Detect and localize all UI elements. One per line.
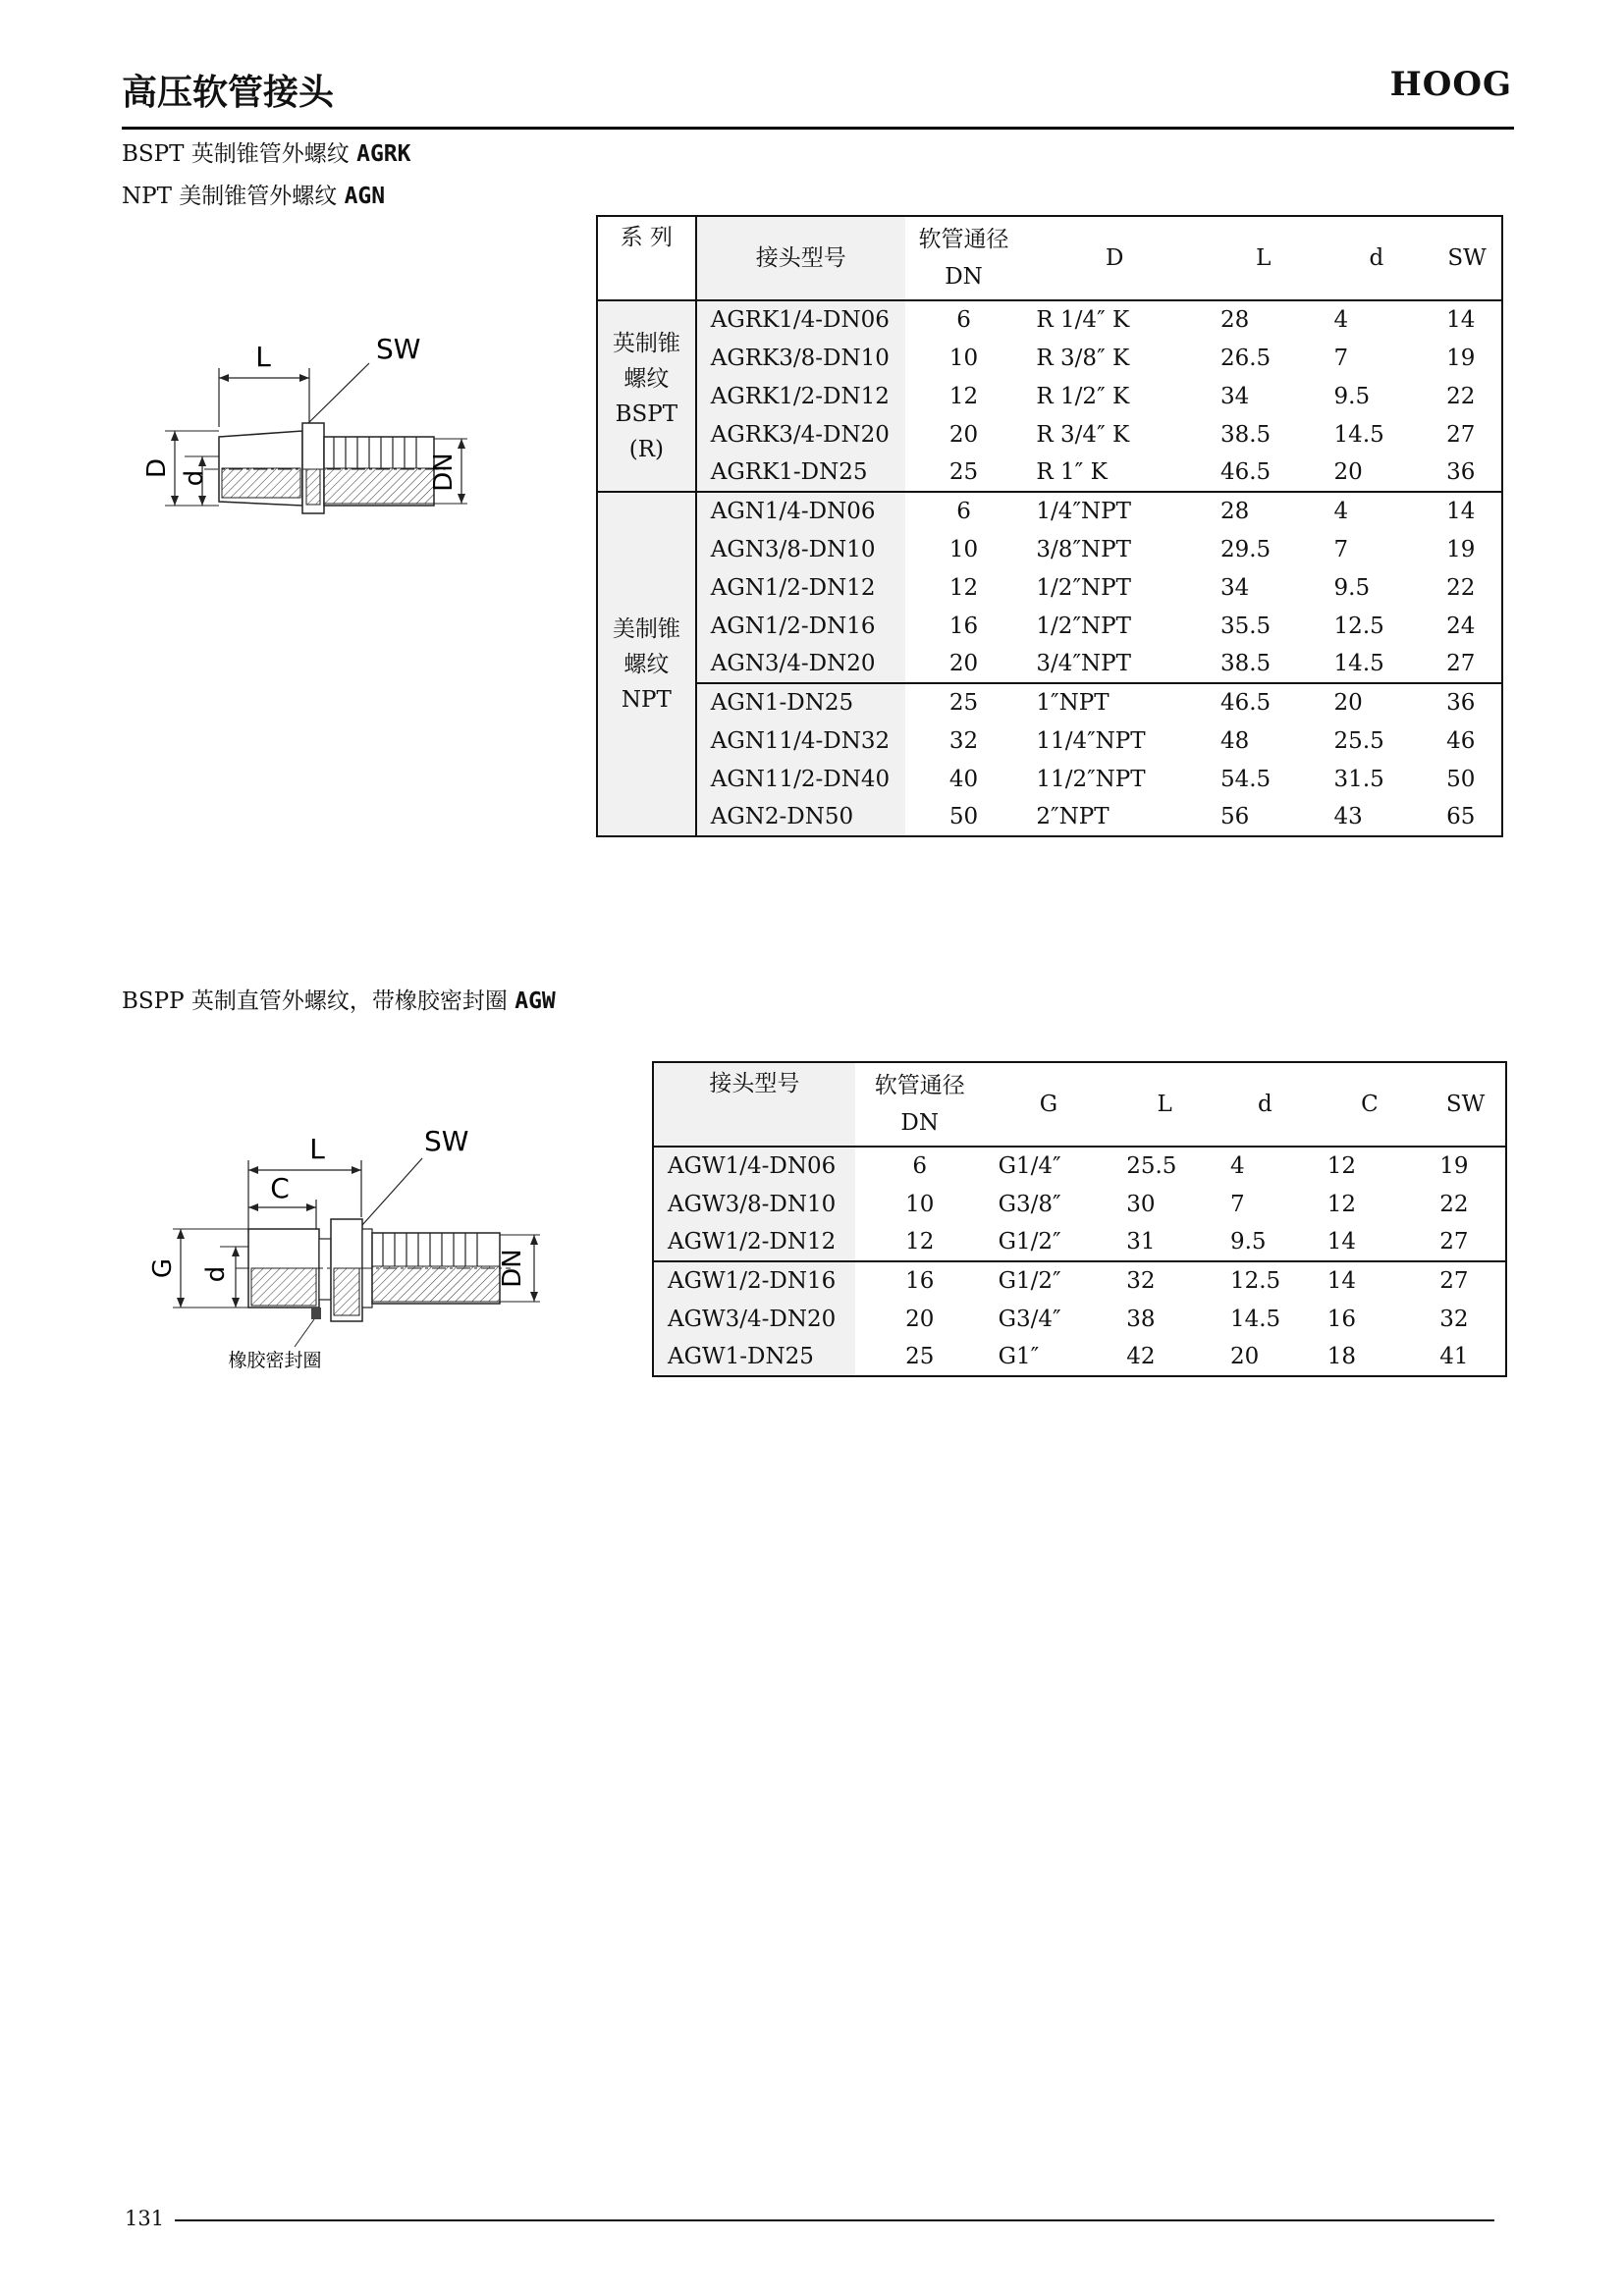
- intro-line-bspt: [122, 135, 411, 168]
- table-row: [653, 1223, 1506, 1261]
- cell-d: 31.5: [1333, 766, 1384, 792]
- table-row: [597, 339, 1502, 377]
- cell-dn: 10: [905, 1191, 935, 1217]
- cell-d: 7: [1333, 536, 1349, 562]
- cell-SW: 27: [1439, 1229, 1469, 1255]
- intro-text: BSPT 英制锥管外螺纹: [122, 141, 350, 167]
- col-d: d: [1321, 216, 1434, 300]
- cell-dn: 25: [905, 1344, 935, 1369]
- col-dn-bottom: DN: [900, 1110, 939, 1136]
- cell-C: 14: [1326, 1229, 1356, 1255]
- cell-d: 7: [1333, 345, 1349, 371]
- table-row: [597, 300, 1502, 339]
- cell-dn: 32: [948, 727, 979, 754]
- cell-d: 20: [1333, 459, 1363, 485]
- cell-L: 42: [1126, 1344, 1156, 1369]
- table-row: [653, 1300, 1506, 1338]
- cell-model: AGRK1/2-DN12: [696, 377, 905, 415]
- col-dn: [855, 1062, 985, 1147]
- cell-SW: 46: [1446, 727, 1476, 754]
- cell-model: AGRK1/4-DN06: [696, 300, 905, 339]
- cell-d: 20: [1321, 683, 1434, 721]
- intro-code: AGRK: [356, 141, 411, 167]
- col-C: C: [1314, 1062, 1427, 1147]
- dim-SW-label: SW: [376, 333, 421, 365]
- cell-SW: 41: [1439, 1344, 1469, 1369]
- col-G: G: [985, 1062, 1113, 1147]
- page-number: 131: [125, 2207, 165, 2230]
- cell-model: AGRK3/8-DN10: [696, 339, 905, 377]
- col-d: d: [1217, 1062, 1314, 1147]
- cell-D: 1/2″NPT: [1036, 613, 1131, 639]
- table-row: [597, 454, 1502, 492]
- cell-D: R 3/8″ K: [1036, 345, 1130, 371]
- cell-dn: 40: [948, 766, 979, 792]
- table-row: [597, 530, 1502, 568]
- cell-dn: 12: [905, 1229, 935, 1255]
- cell-D: 2″NPT: [1036, 804, 1110, 829]
- col-dn-bottom: DN: [945, 264, 983, 290]
- cell-SW: 24: [1446, 613, 1476, 639]
- section-text: BSPP 英制直管外螺纹，带橡胶密封圈: [122, 988, 508, 1014]
- table-row: [653, 1338, 1506, 1376]
- cell-C: 12: [1326, 1191, 1356, 1217]
- table-row: [597, 760, 1502, 798]
- cell-L: 26.5: [1219, 345, 1272, 371]
- col-SW: SW: [1426, 1062, 1506, 1147]
- table-row: [597, 645, 1502, 683]
- cell-model: AGN11/4-DN32: [696, 721, 905, 760]
- cell-SW: 27: [1446, 421, 1476, 448]
- col-series: 系 列: [597, 216, 696, 300]
- dim-D-label: D: [142, 457, 172, 479]
- cell-D: 1/2″NPT: [1036, 574, 1131, 601]
- cell-D: R 1/4″ K: [1036, 307, 1130, 333]
- dim-d-label: d: [180, 469, 209, 487]
- dim-L-label: L: [309, 1133, 325, 1165]
- cell-L: 28: [1219, 307, 1250, 333]
- cell-SW: 27: [1446, 651, 1476, 676]
- col-L: L: [1112, 1062, 1217, 1147]
- cell-d: 14.5: [1333, 651, 1384, 676]
- series-label-line: (R): [628, 436, 665, 462]
- col-SW: SW: [1433, 216, 1502, 300]
- col-dn-top: 软管通径: [918, 227, 1009, 252]
- dim-SW-label: SW: [424, 1125, 469, 1157]
- series-label-line: 螺纹: [623, 651, 670, 677]
- cell-d: 12.5: [1333, 613, 1384, 639]
- cell-d: 4: [1229, 1153, 1245, 1179]
- series-label-line: BSPT: [615, 400, 678, 427]
- cell-dn: 10: [948, 345, 979, 371]
- cell-G: G1/2″: [998, 1229, 1061, 1255]
- cell-d: 4: [1321, 492, 1434, 530]
- cell-model: AGW3/4-DN20: [653, 1300, 855, 1338]
- cell-dn: 16: [855, 1261, 985, 1300]
- intro-line-npt: [122, 178, 385, 210]
- cell-dn: 6: [956, 307, 971, 333]
- intro-text: NPT 美制锥管外螺纹: [122, 184, 338, 209]
- cell-SW: 27: [1426, 1261, 1506, 1300]
- table-row: [597, 607, 1502, 645]
- cell-G: G1/4″: [998, 1153, 1061, 1179]
- cell-D: R 1/2″ K: [1036, 383, 1130, 409]
- cell-C: 12: [1326, 1153, 1356, 1179]
- col-dn: [905, 216, 1023, 300]
- cell-dn: 50: [948, 804, 979, 829]
- cell-D: 1/4″NPT: [1022, 492, 1207, 530]
- intro-code: AGN: [344, 184, 386, 209]
- cell-D: 3/4″NPT: [1036, 651, 1131, 676]
- cell-d: 14.5: [1333, 421, 1384, 448]
- col-model: 接头型号: [653, 1062, 855, 1147]
- table-header-row: [597, 216, 1502, 300]
- cell-model: AGN3/4-DN20: [696, 645, 905, 683]
- cell-L: 28: [1207, 492, 1321, 530]
- series-label: [597, 300, 696, 492]
- cell-D: 11/2″NPT: [1036, 766, 1146, 792]
- cell-model: AGN1/4-DN06: [696, 492, 905, 530]
- table-body: [597, 300, 1502, 836]
- cell-SW: 19: [1446, 345, 1476, 371]
- dim-L-label: L: [255, 341, 271, 373]
- cell-d: 20: [1229, 1344, 1260, 1369]
- cell-L: 46.5: [1219, 459, 1272, 485]
- table-row: [597, 415, 1502, 454]
- section-heading-bspp: [122, 983, 556, 1015]
- agw-table: [652, 1061, 1507, 1377]
- cell-SW: 22: [1446, 383, 1476, 409]
- cell-L: 54.5: [1219, 766, 1272, 792]
- cell-model: AGW1-DN25: [653, 1338, 855, 1376]
- cell-D: R 3/4″ K: [1036, 421, 1130, 448]
- cell-model: AGN1/2-DN12: [696, 568, 905, 607]
- seal-label: 橡胶密封圈: [228, 1350, 322, 1371]
- table-body: [653, 1147, 1506, 1376]
- cell-dn: 20: [948, 651, 979, 676]
- cell-model: AGN1/2-DN16: [696, 607, 905, 645]
- cell-SW: 19: [1439, 1153, 1469, 1179]
- cell-G: G3/8″: [998, 1191, 1061, 1217]
- cell-d: 43: [1333, 804, 1363, 829]
- header-rule: [122, 127, 1514, 130]
- cell-model: AGW1/2-DN16: [653, 1261, 855, 1300]
- cell-G: G1″: [998, 1344, 1040, 1369]
- cell-L: 34: [1219, 574, 1250, 601]
- dim-d-label: d: [201, 1265, 231, 1283]
- cell-SW: 19: [1446, 536, 1476, 562]
- cell-dn: 20: [905, 1306, 935, 1332]
- cell-L: 38.5: [1219, 651, 1272, 676]
- cell-L: 38.5: [1219, 421, 1272, 448]
- cell-dn: 12: [948, 574, 979, 601]
- cell-L: 31: [1126, 1229, 1156, 1255]
- table-row: [653, 1185, 1506, 1223]
- cell-SW: 36: [1433, 683, 1502, 721]
- cell-model: AGW1/4-DN06: [653, 1147, 855, 1185]
- cell-G: G3/4″: [998, 1306, 1061, 1332]
- cell-D: 3/8″NPT: [1036, 536, 1131, 562]
- cell-d: 25.5: [1333, 727, 1384, 754]
- cell-model: AGN3/8-DN10: [696, 530, 905, 568]
- agrk-agn-table: [596, 215, 1503, 837]
- cell-L: 35.5: [1219, 613, 1272, 639]
- cell-L: 34: [1219, 383, 1250, 409]
- agw-fitting-diagram: [137, 1119, 619, 1394]
- cell-C: 18: [1326, 1344, 1356, 1369]
- cell-C: 16: [1326, 1306, 1356, 1332]
- cell-L: 38: [1126, 1306, 1156, 1332]
- dim-DN-label: DN: [498, 1249, 527, 1288]
- cell-D: 11/4″NPT: [1036, 727, 1146, 754]
- dim-G-label: G: [148, 1257, 178, 1279]
- cell-SW: 65: [1446, 804, 1476, 829]
- cell-L: 30: [1126, 1191, 1156, 1217]
- section-code: AGW: [514, 988, 556, 1014]
- cell-d: 4: [1333, 307, 1349, 333]
- cell-model: AGW1/2-DN12: [653, 1223, 855, 1261]
- cell-dn: 25: [905, 683, 1023, 721]
- series-label: [597, 492, 696, 836]
- cell-d: 9.5: [1333, 383, 1371, 409]
- table-row: [597, 377, 1502, 415]
- series-label-line: NPT: [621, 686, 672, 713]
- table-header-row: [653, 1062, 1506, 1147]
- seal-ring-icon: [311, 1308, 321, 1319]
- cell-d: 9.5: [1229, 1229, 1267, 1255]
- cell-dn: 6: [912, 1153, 928, 1179]
- table-row: [597, 568, 1502, 607]
- series-label-line: 螺纹: [623, 365, 670, 392]
- cell-L: 46.5: [1207, 683, 1321, 721]
- cell-model: AGRK3/4-DN20: [696, 415, 905, 454]
- col-L: L: [1207, 216, 1321, 300]
- cell-d: 7: [1229, 1191, 1245, 1217]
- col-dn-top: 软管通径: [874, 1073, 965, 1098]
- cell-SW: 50: [1446, 766, 1476, 792]
- col-model: 接头型号: [696, 216, 905, 300]
- cell-dn: 25: [948, 459, 979, 485]
- cell-D: 1″NPT: [1022, 683, 1207, 721]
- cell-SW: 32: [1439, 1306, 1469, 1332]
- page-title: 高压软管接头: [122, 73, 335, 113]
- series-label-line: 英制锥: [612, 330, 680, 356]
- cell-SW: 22: [1439, 1191, 1469, 1217]
- table-row: [653, 1147, 1506, 1185]
- cell-dn: 10: [948, 536, 979, 562]
- cell-dn: 20: [948, 421, 979, 448]
- cell-model: AGN11/2-DN40: [696, 760, 905, 798]
- agrk-fitting-diagram: [116, 329, 558, 545]
- cell-model: AGRK1-DN25: [696, 454, 905, 492]
- cell-model: AGW3/8-DN10: [653, 1185, 855, 1223]
- cell-L: 29.5: [1219, 536, 1272, 562]
- cell-dn: 16: [948, 613, 979, 639]
- table-row: [597, 721, 1502, 760]
- table-row: [653, 1261, 1506, 1300]
- footer-rule: [175, 2219, 1494, 2221]
- table-row: [597, 683, 1502, 721]
- cell-L: 56: [1219, 804, 1250, 829]
- cell-C: 14: [1314, 1261, 1427, 1300]
- cell-L: 48: [1219, 727, 1250, 754]
- cell-d: 9.5: [1333, 574, 1371, 601]
- cell-L: 25.5: [1126, 1153, 1177, 1179]
- dim-C-label: C: [270, 1172, 290, 1204]
- col-D: D: [1022, 216, 1207, 300]
- brand-name: HOOG: [1389, 65, 1512, 104]
- cell-dn: 12: [948, 383, 979, 409]
- cell-G: G1/2″: [985, 1261, 1113, 1300]
- cell-L: 32: [1112, 1261, 1217, 1300]
- cell-SW: 14: [1446, 307, 1476, 333]
- cell-SW: 14: [1433, 492, 1502, 530]
- cell-d: 14.5: [1229, 1306, 1281, 1332]
- cell-model: AGN1-DN25: [696, 683, 905, 721]
- cell-model: AGN2-DN50: [696, 798, 905, 836]
- cell-D: R 1″ K: [1036, 459, 1108, 485]
- cell-SW: 36: [1446, 459, 1476, 485]
- dim-DN-label: DN: [429, 453, 459, 492]
- series-label-line: 美制锥: [612, 615, 680, 642]
- table-row: [597, 492, 1502, 530]
- cell-d: 12.5: [1217, 1261, 1314, 1300]
- table-row: [597, 798, 1502, 836]
- cell-SW: 22: [1446, 574, 1476, 601]
- cell-dn: 6: [905, 492, 1023, 530]
